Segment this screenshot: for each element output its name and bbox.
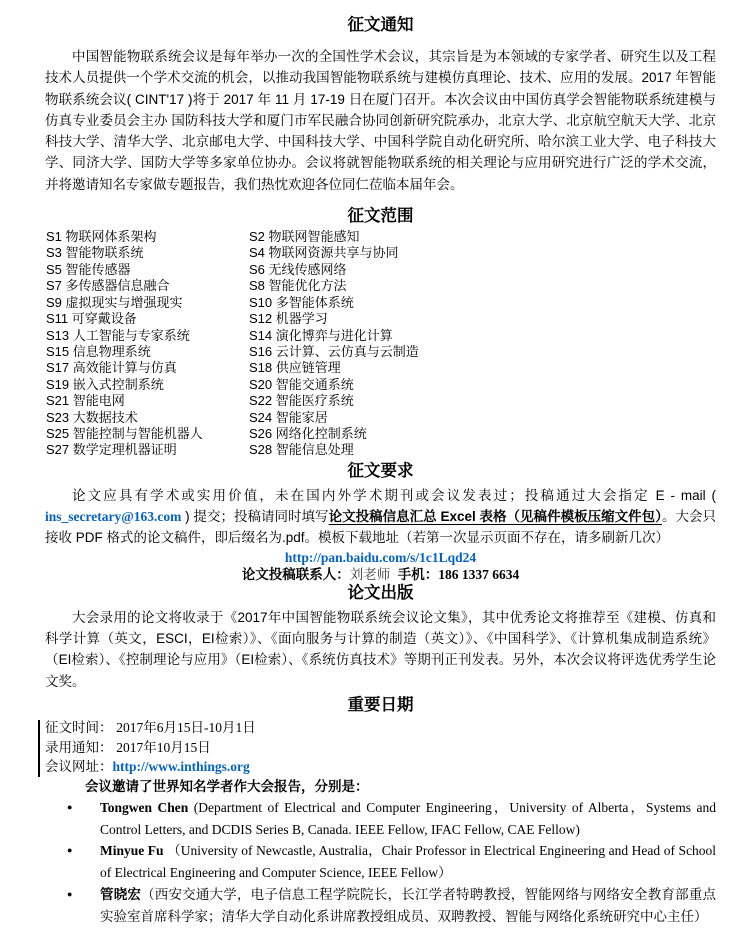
submission-form-note: 论文投稿信息汇总 Excel 表格（见稿件模板压缩文件包） (328, 509, 662, 525)
phone-number: 186 1337 6634 (438, 566, 520, 582)
topic-item: S28 智能信息处理 (249, 442, 354, 458)
cfp-date-row (45, 718, 716, 738)
speaker-item (45, 797, 716, 841)
cfp-date-value: 2017年6月15日-10月1日 (116, 719, 256, 735)
topic-item: S18 供应链管理 (249, 360, 341, 376)
topic-item: S14 演化博弈与进化计算 (249, 327, 393, 343)
invited-speakers-intro: 会议邀请了世界知名学者作大会报告，分别是： (85, 779, 369, 795)
speaker-name: 管晓宏 (100, 886, 142, 902)
topic-item: S1 物联网体系架构 (46, 229, 157, 245)
template-download-link[interactable]: http://pan.baidu.com/s/1c1Lqd24 (284, 549, 477, 565)
topic-item: S25 智能控制与智能机器人 (46, 425, 203, 441)
requirements-text: 论文应具有学术或实用价值，未在国内外学术期刊或会议发表过；投稿通过大会指定 E - mail ( (72, 487, 716, 503)
topic-item: S22 智能医疗系统 (249, 393, 354, 409)
speakers-list (45, 797, 716, 928)
acceptance-date-value: 2017年10月15日 (116, 739, 211, 755)
topic-item: S5 智能传感器 (46, 261, 131, 277)
requirements-paragraph (45, 485, 716, 549)
topic-item: S11 可穿戴设备 (46, 311, 137, 327)
contact-label: 论文投稿联系人： (241, 566, 350, 582)
topic-item: S26 网络化控制系统 (249, 425, 367, 441)
template-download-line (45, 549, 716, 566)
notice-paragraph: 中国智能物联系统会议是每年举办一次的全国性学术会议，其宗旨是为本领域的专家学者、研究生以及工程技术人员提供一个学术交流的机会，以推动我国智能物联系统与建模仿真理论、技术、应用的发展。2017 年智能物联系统会议( CINT'17 )将于 2017 年 11 月 17-19 日在厦门召开。本次会议由中国仿真学会智能物联系统建模与仿真专业委员会主办 国防科技大学和厦门市军民融合协同创新研究院承办，北京大学、北京航空航天大学、北京科技大学、清华大学、北京邮电大学、中国科技大学、中国科学院自动化研究所、哈尔滨工业大学、电子科技大学、同济大学、国防大学等多家单位协办。会议将就智能物联系统的相关理论与应用研究进行广泛的学术交流，并将邀请知名专家做专题报告，我们热忱欢迎各位同仁莅临本届年会。 (45, 49, 716, 192)
revision-bar (38, 720, 40, 777)
speaker-description: (Department of Electrical and Computer Engineering，University of Alberta，Systems and Control Letters, and DCDIS Series B, Canada. IEEE Fellow, IFAC Fellow, CAE Fellow) (100, 799, 717, 837)
topic-item: S23 大数据技术 (46, 409, 138, 425)
cfp-date-label: 征文时间： (45, 719, 113, 735)
acceptance-date-row (45, 738, 716, 758)
acceptance-date-label: 录用通知： (45, 739, 113, 755)
speaker-description: （西安交通大学，电子信息工程学院院长，长江学者特聘教授，智能网络与网络安全教育部重点实验室首席科学家；清华大学自动化系讲席教授组成员、双聘教授、智能与网络化系统研究中心主任） (100, 886, 717, 924)
bullet-icon: ● (67, 845, 73, 856)
topic-item: S15 信息物理系统 (46, 343, 151, 359)
section-heading-notice: 征文通知 (347, 16, 414, 34)
topic-item: S6 无线传感网络 (249, 261, 347, 277)
phone-label: 手机： (397, 566, 439, 582)
topic-item: S13 人工智能与专家系统 (46, 327, 190, 343)
topic-item: S4 物联网资源共享与协同 (249, 245, 399, 261)
bullet-icon: ● (67, 888, 73, 899)
topic-item: S16 云计算、云仿真与云制造 (249, 343, 419, 359)
speaker-name: Tongwen Chen (100, 799, 189, 815)
submission-email-link[interactable]: ins_secretary@163.com (45, 509, 182, 525)
publication-paragraph: 大会录用的论文将收录于《2017年中国智能物联系统会议论文集》，其中优秀论文将推荐至《建模、仿真和科学计算（英文，ESCI，EI检索）》、《面向服务与计算的制造（英文）》、《中国科学》、《计算机集成制造系统》（EI检索）、《控制理论与应用》（EI检索）、《系统仿真技术》等期刊正刊发表。另外，本次会议将评选优秀学生论文奖。 (45, 609, 716, 689)
topic-item: S3 智能物联系统 (46, 245, 144, 261)
speaker-text (100, 797, 716, 841)
topic-item: S8 智能优化方法 (249, 278, 347, 294)
topic-item: S12 机器学习 (249, 311, 328, 327)
website-row (45, 757, 716, 777)
section-heading-dates: 重要日期 (347, 695, 414, 714)
conference-website-link[interactable]: http://www.inthings.org (112, 759, 250, 775)
section-heading-scope: 征文范围 (347, 207, 414, 226)
website-label: 会议网址： (45, 759, 113, 775)
important-dates-block (45, 718, 716, 777)
contact-line (45, 566, 716, 583)
topic-item: S20 智能交通系统 (249, 376, 354, 392)
topic-item: S27 数学定理机器证明 (46, 442, 177, 458)
speaker-description: （University of Newcastle, Australia，Chair Professor in Electrical Engineering and Head of School of Electrical Engineering and Computer Science, IEEE Fellow） (100, 843, 716, 881)
requirements-text: 。大会只接收 PDF 格式的论文稿件，即后缀名为.pdf。模板下载地址（若第一次显示页面不存在，请多刷新几次） (45, 509, 717, 546)
topic-item: S7 多传感器信息融合 (46, 278, 170, 294)
section-heading-publication: 论文出版 (347, 583, 414, 602)
requirements-text: ) 提交；投稿请同时填写 (181, 509, 329, 525)
bullet-icon: ● (67, 801, 73, 812)
topic-item: S17 高效能计算与仿真 (46, 360, 177, 376)
topic-item: S19 嵌入式控制系统 (46, 376, 164, 392)
topic-item: S10 多智能体系统 (249, 294, 354, 310)
speaker-name: Minyue Fu (100, 843, 164, 859)
topic-item: S24 智能家居 (249, 409, 328, 425)
contact-name: 刘老师 (349, 566, 391, 582)
speaker-text (100, 840, 716, 884)
speaker-item (45, 840, 716, 884)
speaker-item (45, 884, 716, 928)
topic-item: S2 物联网智能感知 (249, 229, 360, 245)
section-heading-requirements: 征文要求 (347, 461, 414, 480)
topics-list (46, 229, 716, 459)
topic-item: S21 智能电网 (46, 393, 125, 409)
topic-item: S9 虚拟现实与增强现实 (46, 294, 183, 310)
speaker-text (100, 884, 716, 928)
